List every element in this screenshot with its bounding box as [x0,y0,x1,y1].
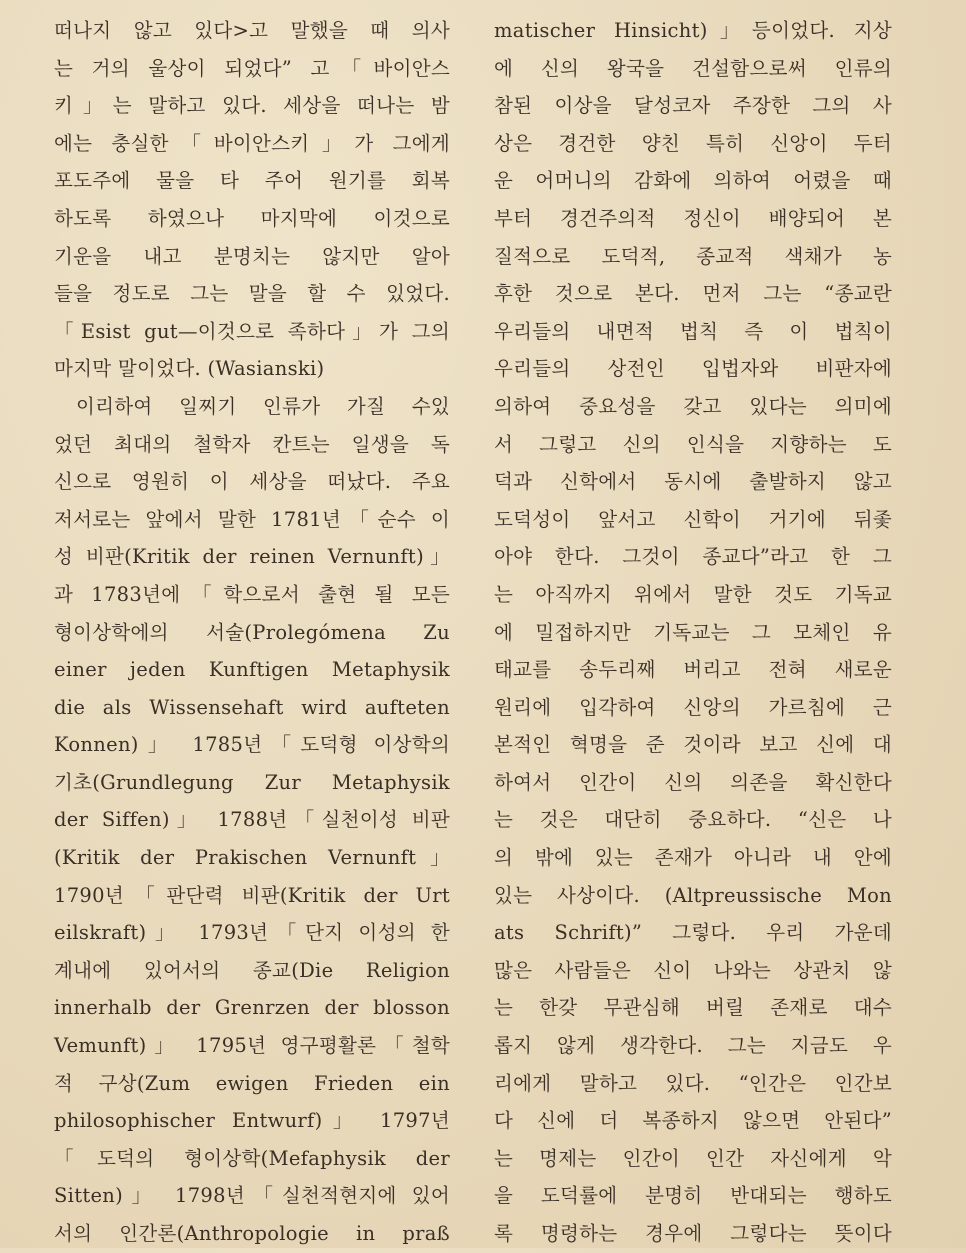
text-line: Vemunft)」 1795년 영구평활론「철학 [54,1034,450,1058]
text-line: 「Esist gut—이것으로 족하다」가 그의 [54,319,450,343]
text-line: der Siffen)」 1788년「실천이성 비판 [54,808,450,832]
text-line: 기초(Grundlegung Zur Metaphysik [54,770,450,794]
text-line: 기운을 내고 분명치는 않지만 알아 [54,244,450,268]
text-line: 신으로 영원히 이 세상을 떠났다. 주요 [54,470,450,494]
text-line: 서 그렇고 신의 인식을 지향하는 도 [494,432,892,456]
text-line: 이리하여 일찌기 인류가 가질 수있 [76,394,450,418]
text-line: 많은 사람들은 신이 나와는 상관치 않 [494,958,892,982]
text-line: 하도록 하였으나 마지막에 이것으로 [54,206,450,230]
text-line: 에는 충실한「바이안스키」가 그에게 [54,131,450,155]
text-line: 마지막 말이었다. (Wasianski) [54,357,325,381]
text-line: 에 밀접하지만 기독교는 그 모체인 유 [494,620,892,644]
text-line: 성 비판(Kritik der reinen Vernunft)」 [54,545,450,569]
text-line: eilskraft)」 1793년「단지 이성의 한 [54,921,450,945]
text-line: 에 신의 왕국을 건설함으로써 인류의 [494,56,892,80]
text-line: 본적인 혁명을 준 것이라 보고 신에 대 [494,733,892,757]
text-line: 는 것은 대단히 중요하다. “신은 나 [494,808,892,832]
text-line: 형이상학에의 서술(Prolegómena Zu [54,620,450,644]
left-column [54,12,450,1253]
text-line: innerhalb der Grenrzen der blosson [54,996,450,1020]
text-line: 하여서 인간이 신의 의존을 확신한다 [494,770,892,794]
text-line: 서의 인간론(Anthropologie in praß [54,1222,450,1245]
text-line: einer jeden Kunftigen Metaphysik [54,658,450,682]
text-line: 었던 최대의 철학자 칸트는 일생을 독 [54,432,450,456]
text-line: 의하여 중요성을 갖고 있다는 의미에 [494,394,892,418]
text-line: philosophischer Entwurf)」 1797년 [54,1109,450,1133]
text-line: 록 명령하는 경우에 그렇다는 뜻이다 [494,1222,892,1245]
text-line: 롭지 않게 생각한다. 그는 지금도 우 [494,1034,892,1058]
text-line: 참된 이상을 달성코자 주장한 그의 사 [494,94,892,118]
text-line: 다 신에 더 복종하지 않으면 안된다” [494,1109,892,1133]
text-line: 계내에 있어서의 종교(Die Religion [54,958,450,982]
text-line: 있는 사상이다. (Altpreussische Mon [494,883,892,907]
text-line: 운 어머니의 감화에 의하여 어렸을 때 [494,169,892,193]
text-line: 들을 정도로 그는 말을 할 수 있었다. [54,282,450,306]
text-line: 리에게 말하고 있다. “인간은 인간보 [494,1071,892,1095]
text-line: Konnen)」 1785년「도덕형 이상학의 [54,733,450,757]
text-line: Sitten)」 1798년「실천적현지에 있어 [54,1184,450,1208]
text-line: 는 명제는 인간이 인간 자신에게 악 [494,1146,892,1170]
text-line: matischer Hinsicht)」등이었다. 지상 [494,19,892,42]
text-line: 질적으로 도덕적, 종교적 색채가 농 [494,244,892,268]
text-line: ats Schrift)” 그렇다. 우리 가운데 [494,921,892,945]
text-line: 우리들의 내면적 법칙 즉 이 법칙이 [494,319,892,343]
text-line: 적 구상(Zum ewigen Frieden ein [54,1071,450,1095]
text-line: 는 거의 울상이 되었다” 고「바이안스 [54,56,450,80]
text-line: 저서로는 앞에서 말한 1781년「순수 이 [54,507,450,531]
text-line: 덕과 신학에서 동시에 출발하지 않고 [494,470,892,494]
text-line: (Kritik der Prakischen Vernunft」 [54,846,450,870]
text-line: 는 한갖 무관심해 버릴 존재로 대수 [494,996,892,1020]
text-line: 우리들의 상전인 입법자와 비판자에 [494,357,892,381]
text-line: 떠나지 않고 있다>고 말했을 때 의사 [54,19,450,42]
text-line: 도덕성이 앞서고 신학이 거기에 뒤좇 [494,507,892,531]
text-line: 의 밖에 있는 존재가 아니라 내 안에 [494,846,892,870]
text-line: 키」는 말하고 있다. 세상을 떠나는 밤 [54,94,450,118]
text-line: die als Wissensehaft wird aufteten [54,695,450,719]
text-line: 을 도덕률에 분명히 반대되는 행하도 [494,1184,892,1208]
text-line: 후한 것으로 본다. 먼저 그는 “종교란 [494,282,892,306]
text-line: 과 1783년에「학으로서 출현 될 모든 [54,582,450,606]
text-line: 는 아직까지 위에서 말한 것도 기독교 [494,582,892,606]
right-column [494,12,892,1253]
text-line: 원리에 입각하여 신앙의 가르침에 근 [494,695,892,719]
text-line: 포도주에 물을 타 주어 원기를 회복 [54,169,450,193]
text-line: 부터 경건주의적 정신이 배양되어 본 [494,206,892,230]
text-line: 태교를 송두리째 버리고 전혀 새로운 [494,658,892,682]
text-line: 상은 경건한 양친 특히 신앙이 두터 [494,131,892,155]
text-line: 아야 한다. 그것이 종교다”라고 한 그 [494,545,892,569]
text-line: 「도덕의 형이상학(Mefaphysik der [54,1146,450,1170]
text-line: 1790년「판단력 비판(Kritik der Urt [54,883,450,907]
